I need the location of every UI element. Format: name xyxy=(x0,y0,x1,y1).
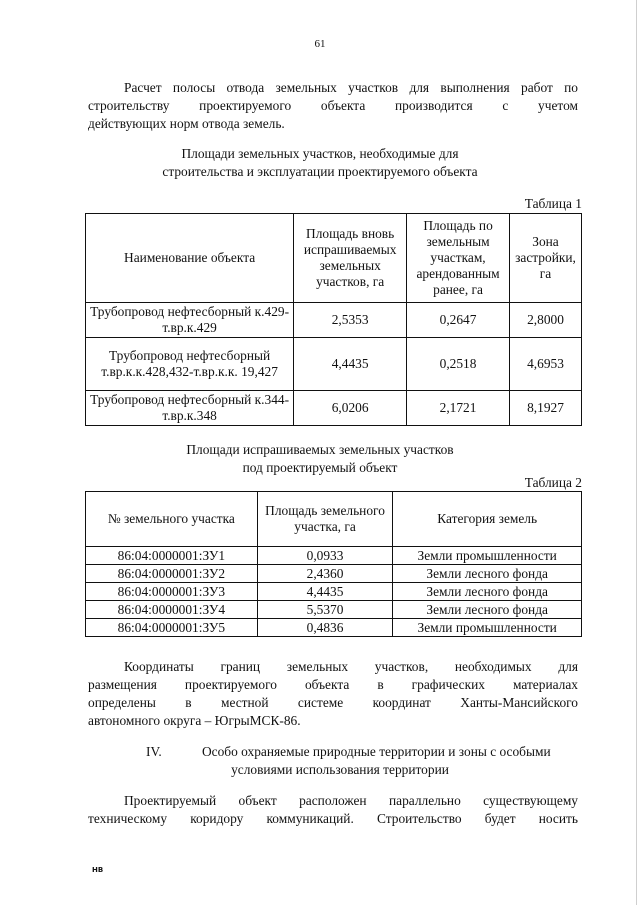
final-line-1: Проектируемый объект расположен параллельно существующему xyxy=(124,793,578,808)
table2-cell: Земли промышленности xyxy=(393,547,582,565)
page-number: 61 xyxy=(314,38,326,50)
table2-heading-line-2: под проектируемый объект xyxy=(242,460,398,475)
section-number: IV. xyxy=(146,744,162,759)
table1-cell: 6,0206 xyxy=(294,391,407,426)
table-row xyxy=(86,338,582,391)
coords-line-1: Координаты границ земельных участков, необходимых для xyxy=(124,659,578,674)
intro-line-1: Расчет полосы отвода земельных участков для выполнения работ по xyxy=(124,80,578,95)
table2-cell: 5,5370 xyxy=(257,601,393,619)
table2-cell: 86:04:0000001:ЗУ1 xyxy=(86,547,258,565)
table1-header-new-area: Площадь вновь испрашиваемых земельных участков, га xyxy=(294,214,407,303)
table1-heading-line-2: строительства и эксплуатации проектируемого объекта xyxy=(162,164,478,179)
table-1 xyxy=(85,213,582,426)
table1-cell: Трубопровод нефтесборный к.429-т.вр.к.429 xyxy=(86,303,294,338)
table-row xyxy=(86,565,582,583)
table1-cell: 2,5353 xyxy=(294,303,407,338)
table1-cell: 0,2518 xyxy=(407,338,510,391)
table2-heading xyxy=(0,441,640,477)
table2-cell: 86:04:0000001:ЗУ2 xyxy=(86,565,258,583)
section-title-line-1: Особо охраняемые природные территории и зоны с особыми xyxy=(202,744,551,759)
table2-header-category: Категория земель xyxy=(393,492,582,547)
table1-cell: Трубопровод нефтесборный т.вр.к.к.428,432-т.вр.к.к. 19,427 xyxy=(86,338,294,391)
coordinates-paragraph xyxy=(88,658,578,730)
coords-line-2: размещения проектируемого объекта в графических материалах xyxy=(88,677,578,692)
table1-cell: 4,4435 xyxy=(294,338,407,391)
table1-header-name: Наименование объекта xyxy=(86,214,294,303)
table-row xyxy=(86,547,582,565)
table1-cell: 2,8000 xyxy=(510,303,582,338)
table1-cell: 2,1721 xyxy=(407,391,510,426)
coords-line-3: определены в местной системе координат Ханты-Мансийского xyxy=(88,695,578,710)
footer-mark: НВ xyxy=(92,866,104,874)
table2-cell: 2,4360 xyxy=(257,565,393,583)
table2-caption: Таблица 2 xyxy=(524,475,582,490)
intro-line-3: действующих норм отвода земель. xyxy=(88,116,285,131)
table2-cell: 86:04:0000001:ЗУ5 xyxy=(86,619,258,637)
intro-paragraph xyxy=(88,79,578,133)
table-row xyxy=(86,601,582,619)
table1-header-row xyxy=(86,214,582,303)
final-paragraph xyxy=(88,792,578,828)
table2-cell: 0,0933 xyxy=(257,547,393,565)
table-row xyxy=(86,583,582,601)
section-title-line-2: условиями использования территории xyxy=(231,762,449,777)
table2-header-area: Площадь земельного участка, га xyxy=(257,492,393,547)
coords-line-4: автономного округа – ЮгрыМСК-86. xyxy=(88,713,301,728)
table1-cell: 0,2647 xyxy=(407,303,510,338)
table-row xyxy=(86,303,582,338)
table1-header-zone: Зона застройки, га xyxy=(510,214,582,303)
table1-heading xyxy=(0,145,640,181)
table1-cell: 8,1927 xyxy=(510,391,582,426)
table-row xyxy=(86,619,582,637)
table-2 xyxy=(85,491,582,637)
table2-cell: 86:04:0000001:ЗУ4 xyxy=(86,601,258,619)
table2-cell: 0,4836 xyxy=(257,619,393,637)
table2-cell: Земли лесного фонда xyxy=(393,565,582,583)
table1-caption: Таблица 1 xyxy=(524,196,582,211)
table2-cell: 86:04:0000001:ЗУ3 xyxy=(86,583,258,601)
final-line-2: техническому коридору коммуникаций. Строительство будет носить xyxy=(88,811,578,826)
table1-heading-line-1: Площади земельных участков, необходимые для xyxy=(181,146,459,161)
table2-heading-line-1: Площади испрашиваемых земельных участков xyxy=(186,442,454,457)
table-row xyxy=(86,391,582,426)
intro-line-2: строительству проектируемого объекта производится с учетом xyxy=(88,98,578,113)
table2-header-row xyxy=(86,492,582,547)
table2-cell: 4,4435 xyxy=(257,583,393,601)
table1-header-leased-area: Площадь по земельным участкам, арендованным ранее, га xyxy=(407,214,510,303)
table2-header-number: № земельного участка xyxy=(86,492,258,547)
table1-cell: 4,6953 xyxy=(510,338,582,391)
table2-cell: Земли промышленности xyxy=(393,619,582,637)
table1-cell: Трубопровод нефтесборный к.344-т.вр.к.348 xyxy=(86,391,294,426)
table2-cell: Земли лесного фонда xyxy=(393,601,582,619)
table2-cell: Земли лесного фонда xyxy=(393,583,582,601)
